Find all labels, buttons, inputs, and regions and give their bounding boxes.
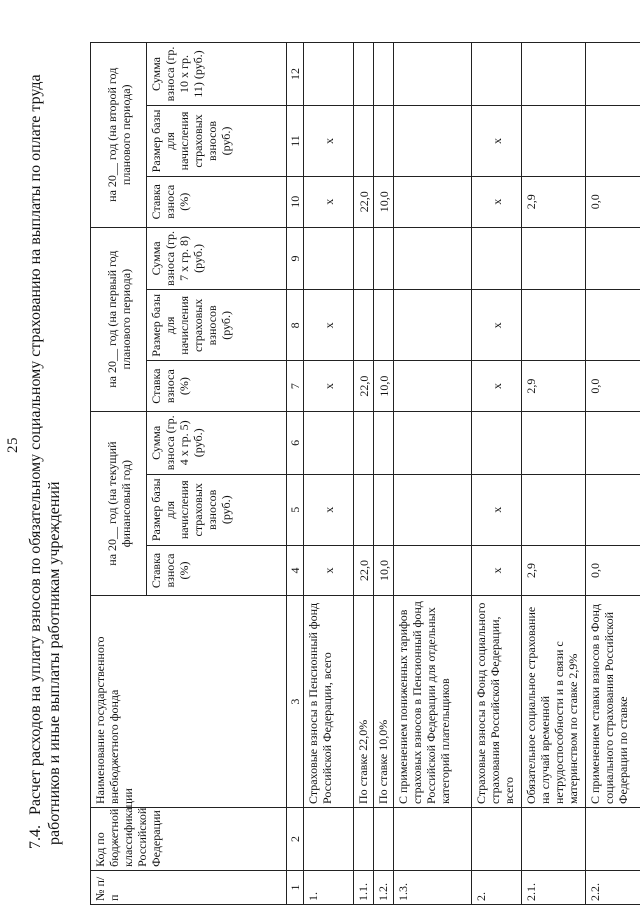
page-number: 25: [5, 437, 21, 453]
col-index: 4: [287, 545, 304, 596]
rate-cell: 10,0: [374, 176, 394, 227]
rate-cell: [394, 361, 472, 412]
sum-cell: [374, 411, 394, 474]
rate-cell: х: [304, 361, 354, 412]
table-row: [472, 43, 522, 905]
col-index: 2: [287, 808, 304, 871]
sum-cell: [586, 411, 640, 474]
col-code-header: Код по бюджетной классификации Российской Федерации: [91, 808, 287, 871]
table-row: [354, 43, 374, 905]
rate-cell: 10,0: [374, 361, 394, 412]
sum-header: Сумма взноса (гр. 7 х гр. 8) (руб.): [147, 227, 287, 290]
sum-header: Сумма взноса (гр. 4 х гр. 5) (руб.): [147, 411, 287, 474]
rate-cell: 2,9: [522, 176, 586, 227]
col-index: 3: [287, 596, 304, 808]
base-cell: [354, 474, 374, 545]
row-code: [472, 808, 522, 871]
group-header-current-year: на 20__ год (на текущий финансовый год): [91, 411, 147, 595]
rate-cell: 22,0: [354, 176, 374, 227]
col-index: 8: [287, 290, 304, 361]
col-num-header: № п/п: [91, 870, 287, 904]
rate-cell: 2,9: [522, 545, 586, 596]
base-header: Размер базы для начисления страховых взносов (руб.): [147, 290, 287, 361]
sum-cell: [354, 43, 374, 106]
column-index-row: [287, 43, 304, 905]
sum-cell: [472, 411, 522, 474]
base-cell: х: [304, 290, 354, 361]
sum-cell: [394, 43, 472, 106]
col-index: 9: [287, 227, 304, 290]
col-index: 5: [287, 474, 304, 545]
row-code: [354, 808, 374, 871]
rate-cell: х: [304, 176, 354, 227]
col-index: 1: [287, 870, 304, 904]
rate-cell: х: [472, 176, 522, 227]
row-name: По ставке 10,0%: [374, 596, 394, 808]
rate-cell: 0,0: [586, 361, 640, 412]
base-cell: [394, 290, 472, 361]
rate-cell: 0,0: [586, 545, 640, 596]
row-number: 1.2.: [374, 870, 394, 904]
rate-cell: х: [472, 361, 522, 412]
table-row: [522, 43, 586, 905]
col-index: 6: [287, 411, 304, 474]
row-name: Страховые взносы в Фонд социального страхования Российской Федерации, всего: [472, 596, 522, 808]
base-cell: [586, 105, 640, 176]
base-cell: х: [472, 105, 522, 176]
sum-cell: [394, 411, 472, 474]
sum-cell: [304, 411, 354, 474]
base-cell: х: [304, 474, 354, 545]
row-name: Обязательное социальное страхование на случай временной нетрудоспособности и в связи с материнством по ставке 2,9%: [522, 596, 586, 808]
row-name: Страховые взносы в Пенсионный фонд Российской Федерации, всего: [304, 596, 354, 808]
heading-line-2: работников и иные выплаты работникам учреждений: [46, 481, 63, 845]
col-index: 12: [287, 43, 304, 106]
rate-cell: 22,0: [354, 361, 374, 412]
rate-cell: 0,0: [586, 176, 640, 227]
base-cell: [586, 474, 640, 545]
sum-cell: [354, 227, 374, 290]
sum-cell: [394, 227, 472, 290]
col-index: 11: [287, 105, 304, 176]
base-cell: [374, 105, 394, 176]
heading-line-1: Расчет расходов на уплату взносов по обязательному социальному страхованию на выплаты по оплате труда: [27, 74, 44, 815]
base-cell: [586, 290, 640, 361]
base-cell: [374, 474, 394, 545]
row-number: 1.1.: [354, 870, 374, 904]
row-name: С применением пониженных тарифов страховых взносов в Пенсионный фонд Российской Федерации для отдельных категорий плательщиков: [394, 596, 472, 808]
section-number: 7.4.: [27, 825, 44, 849]
rate-cell: 2,9: [522, 361, 586, 412]
sum-cell: [586, 227, 640, 290]
row-code: [394, 808, 472, 871]
base-header: Размер базы для начисления страховых взносов (руб.): [147, 474, 287, 545]
row-code: [586, 808, 640, 871]
row-name: По ставке 22,0%: [354, 596, 374, 808]
contributions-table: [90, 42, 640, 905]
rate-cell: [394, 545, 472, 596]
col-index: 10: [287, 176, 304, 227]
rate-header: Ставка взноса (%): [147, 176, 287, 227]
base-cell: х: [304, 105, 354, 176]
row-number: 2.1.: [522, 870, 586, 904]
rate-header: Ставка взноса (%): [147, 545, 287, 596]
sum-cell: [374, 43, 394, 106]
base-cell: [522, 474, 586, 545]
row-number: 1.3.: [394, 870, 472, 904]
base-cell: [354, 290, 374, 361]
col-index: 7: [287, 361, 304, 412]
sum-cell: [522, 43, 586, 106]
section-heading: [26, 49, 64, 849]
sum-cell: [472, 43, 522, 106]
base-cell: х: [472, 290, 522, 361]
base-cell: [394, 474, 472, 545]
rate-header: Ставка взноса (%): [147, 361, 287, 412]
base-cell: [394, 105, 472, 176]
base-cell: [522, 105, 586, 176]
sum-cell: [586, 43, 640, 106]
table-row: [374, 43, 394, 905]
sum-cell: [304, 43, 354, 106]
sum-cell: [522, 227, 586, 290]
col-name-header: Наименование государственного внебюджетного фонда: [91, 596, 287, 808]
rate-cell: 10,0: [374, 545, 394, 596]
rate-cell: 22,0: [354, 545, 374, 596]
row-number: 2.: [472, 870, 522, 904]
base-cell: [354, 105, 374, 176]
table-row: [394, 43, 472, 905]
row-number: 2.2.: [586, 870, 640, 904]
row-code: [522, 808, 586, 871]
group-header-plan-year-1: на 20__ год (на первый год планового периода): [91, 227, 147, 411]
table-row: [304, 43, 354, 905]
table-row: [586, 43, 640, 905]
base-cell: [374, 290, 394, 361]
rate-cell: х: [472, 545, 522, 596]
sum-cell: [374, 227, 394, 290]
sum-cell: [472, 227, 522, 290]
rate-cell: х: [304, 545, 354, 596]
row-code: [304, 808, 354, 871]
row-number: 1.: [304, 870, 354, 904]
rate-cell: [394, 176, 472, 227]
sum-cell: [354, 411, 374, 474]
row-name: С применением ставки взносов в Фонд социального страхования Российской Федерации по ставке: [586, 596, 640, 808]
base-cell: [522, 290, 586, 361]
sum-cell: [304, 227, 354, 290]
sum-cell: [522, 411, 586, 474]
base-cell: х: [472, 474, 522, 545]
base-header: Размер базы для начисления страховых взносов (руб.): [147, 105, 287, 176]
sum-header: Сумма взноса (гр. 10 х гр. 11) (руб.): [147, 43, 287, 106]
group-header-plan-year-2: на 20__ год (на второй год планового периода): [91, 43, 147, 228]
row-code: [374, 808, 394, 871]
